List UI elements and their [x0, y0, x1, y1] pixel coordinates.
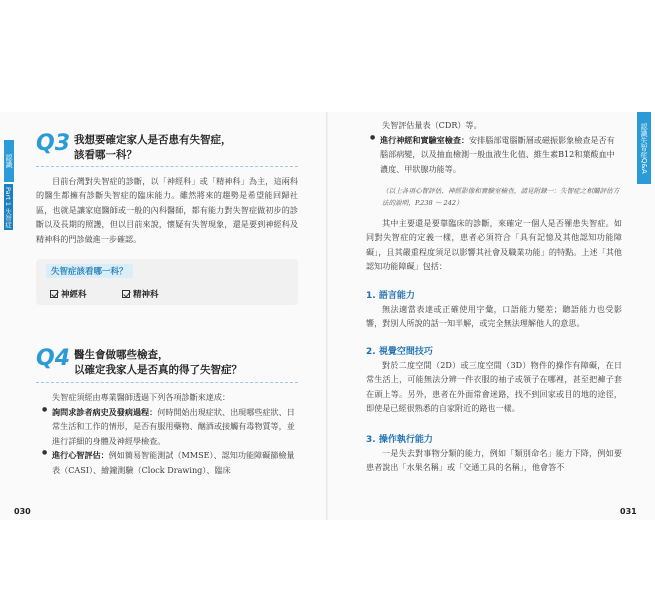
bullet-text: 例如簡易智能測試（MMSE）、認知功能障礙篩檢量表（CASI）、繪鐘測驗（Clock Drawing）、臨床	[52, 450, 295, 475]
diagnosis-paragraph: 其中主要還是要靠臨床的診斷，來確定一個人是否罹患失智症。如同對失智症的定義一樣，患者必須符合「具有記憶及其他認知功能障礙」，且其嚴重程度須足以影響其社會及職業功能」的特點。上述「其他認知功能障礙」包括：	[366, 218, 622, 272]
q4-intro: 失智症須經由專業醫師透過下列各項診斷來達成：	[52, 392, 231, 402]
section-heading-language: 1. 語言能力	[366, 291, 415, 301]
option-psychiatry-label: 精神科	[133, 290, 159, 300]
bullet-term: 進行神經和實驗室檢查：	[380, 135, 470, 145]
q3-divider	[36, 166, 298, 167]
section-text-executive: 一是失去對事物分類的能力，例如「類別命名」能力下降，例如要患者說出「水果名稱」或「交通工具的名稱」，他會答不	[366, 448, 622, 473]
lab-exam-bullet	[370, 133, 622, 176]
q3-paragraph: 目前台灣對失智症的診斷，以「神經科」或「精神科」為主，這兩科的醫生都擁有診斷失智症的臨床能力。雖然將來的趨勢是希望能回歸社區，也就是讓家庭醫師或一般的內科醫師，都有能力對失智症做初步的診斷以及長期的照護，但以目前來說，懷疑有失智現象，還是要到神經科及精神科的門診做進一步確認。	[36, 176, 298, 244]
q3-box-title: 失智症該看哪一科？	[46, 264, 133, 278]
q3-number: Q3	[36, 131, 71, 156]
q4-bullet-list	[42, 405, 298, 477]
q3-title-line2: 該看哪一科？	[74, 149, 138, 162]
checkmark-icon	[122, 290, 130, 298]
right-side-tab: 認識失智症Q&A	[637, 112, 651, 184]
bullet-text: 何時開始出現症狀、出現哪些症狀、日常生活和工作的情形，是否有服用藥物、酗酒或接觸有毒物質等，並進行詳細的身體及神經學檢查。	[52, 407, 295, 446]
page-gutter	[326, 112, 328, 520]
q3-heading	[36, 133, 232, 163]
list-item	[42, 405, 298, 448]
q4-title-line2: 以確定我家人是否真的得了失智症？	[74, 364, 243, 377]
list-item	[42, 448, 298, 477]
q4-title-line1: 醫生會做哪些檢查，	[74, 349, 169, 361]
continued-text: 失智評估量表（CDR）等。	[382, 120, 482, 130]
q3-answer-box	[36, 259, 298, 305]
appendix-note: （以上各項心智評估、神經影像和實驗室檢查，請見附錄一：失智症之相關評估方法的說明，P.238 ～ 242）	[382, 187, 620, 207]
side-tab-top: 認識	[4, 140, 14, 182]
q4-heading	[36, 348, 242, 378]
q3-title-line1: 我想要確定家人是否患有失智症，	[74, 134, 232, 146]
q4-divider	[36, 382, 298, 383]
section-heading-visual-spatial: 2. 視覺空間技巧	[366, 347, 433, 357]
bullet-term: 進行心智評估：	[52, 450, 109, 461]
left-side-tab	[4, 140, 18, 230]
checkmark-icon	[50, 290, 58, 298]
bullet-text: 安排腦部電腦斷層或磁振影象檢查是否有腦部病變，以及抽血檢測一般血液生化值、維生素B12和葉酸血中濃度、甲狀腺功能等。	[380, 135, 615, 174]
option-neurology-label: 神經科	[61, 290, 87, 300]
page-number-left: 030	[14, 507, 31, 516]
option-neurology	[50, 288, 87, 300]
section-text-language: 無法適當表達或正確使用字彙，口語能力變差；聽語能力也受影響，對別人所說的話一知半解，或完全無法理解他人的意思。	[366, 304, 622, 329]
section-text-visual-spatial: 對於二度空間（2D）或三度空間（3D）物件的操作有障礙，在日常生活上，可能無法分辨一件衣服的袖子或領子在哪裡，甚至把褲子套在頭上等。另外，患者在外面常會迷路，找不到回家或目的地的途徑，即使是已經很熟悉的自家附近的路也一樣。	[366, 360, 622, 414]
list-item	[370, 133, 622, 176]
section-heading-executive: 3. 操作執行能力	[366, 435, 433, 445]
page-number-right: 031	[620, 507, 637, 516]
q4-number: Q4	[36, 346, 71, 371]
side-tab-bottom: Part 1 失智症	[4, 184, 13, 230]
bullet-term: 詢問求診者病史及發病過程：	[52, 407, 158, 417]
option-psychiatry	[122, 288, 159, 300]
